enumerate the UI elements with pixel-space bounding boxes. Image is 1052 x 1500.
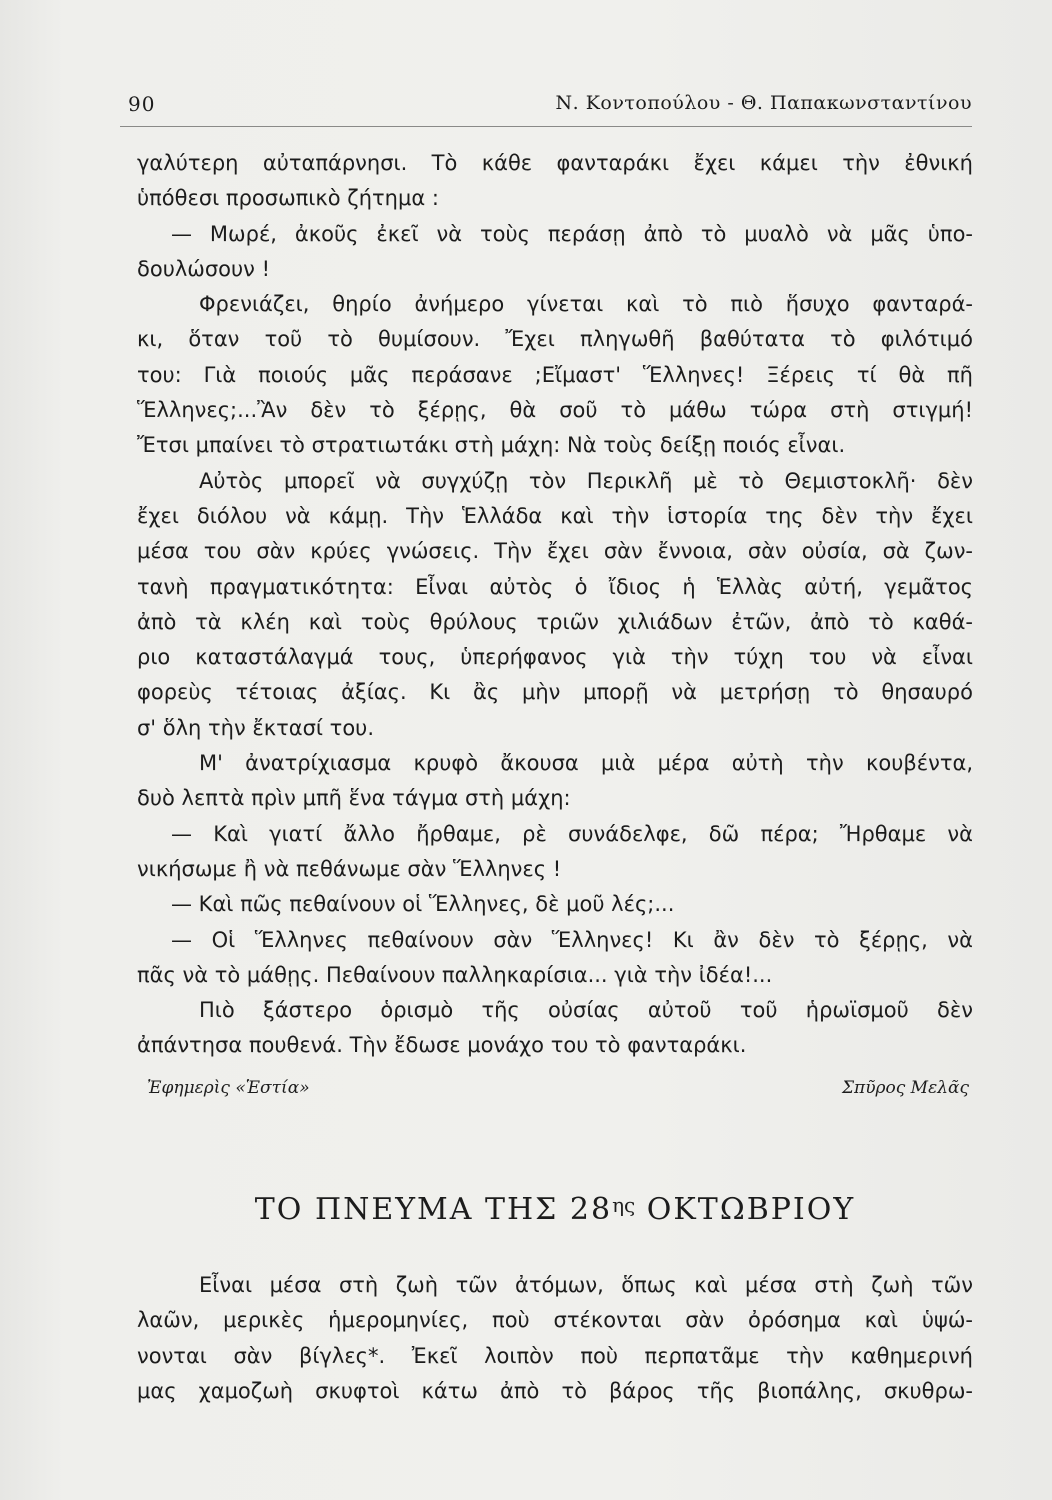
text-line: του: Γιὰ ποιούς μᾶς περάσανε ;Εἴμαστ' Ἕλληνες! Ξέρεις τί θὰ πῆ — [137, 362, 973, 387]
header-rule — [120, 126, 972, 127]
text-line: πᾶς νὰ τὸ μάθῃς. Πεθαίνουν παλληκαρίσια... γιὰ τὴν ἰδέα!... — [137, 962, 773, 987]
text-line: δυὸ λεπτὰ πρὶν μπῆ ἕνα τάγμα στὴ μάχη: — [137, 786, 571, 811]
text-line: φορεὺς τέτοιας ἀξίας. Κι ἂς μὴν μπορῇ νὰ μετρήσῃ τὸ θησαυρό — [137, 680, 973, 705]
paragraph-start: Φρενιάζει, θηρίο ἀνήμερο γίνεται καὶ τὸ πιὸ ἥσυχο φανταρά- — [199, 292, 973, 317]
text-line: νικήσωμε ἢ νὰ πεθάνωμε σὰν Ἕλληνες ! — [137, 856, 562, 881]
attribution — [137, 1078, 973, 1110]
text-line: ἀπάντησα πουθενά. Τὴν ἔδωσε μονάχο του τὸ φανταράκι. — [137, 1033, 747, 1058]
dialogue-line: — Οἱ Ἕλληνες πεθαίνουν σὰν Ἕλληνες! Κι ἂν δὲν τὸ ξέρῃς, νὰ — [171, 927, 973, 952]
paragraph-start: Αὐτὸς μπορεῖ νὰ συγχύζῃ τὸν Περικλῆ μὲ τὸ Θεμιστοκλῆ· δὲν — [199, 468, 973, 493]
text-line: Ἕλληνες;...Ἂν δὲν τὸ ξέρῃς, θὰ σοῦ τὸ μάθω τώρα στὴ στιγμή! — [137, 398, 973, 423]
section-title-suffix: ης — [612, 1193, 636, 1217]
page-number: 90 — [128, 92, 156, 116]
text-line: ἀπὸ τὰ κλέη καὶ τοὺς θρύλους τριῶν χιλιάδων ἐτῶν, ἀπὸ τὸ καθά- — [137, 609, 973, 634]
text-line: δουλώσουν ! — [137, 256, 270, 281]
running-head: Ν. Κοντοπούλου - Θ. Παπακωνσταντίνου — [555, 92, 972, 114]
text-line: ὑπόθεσι προσωπικὸ ζήτημα : — [137, 186, 439, 211]
section-title-main: ΤΟ ΠΝΕΥΜΑ ΤΗΣ 28 — [254, 1192, 613, 1227]
dialogue-line: — Μωρέ, ἀκοῦς ἐκεῖ νὰ τοὺς περάσῃ ἀπὸ τὸ μυαλὸ νὰ μᾶς ὑπο- — [171, 221, 973, 246]
author-name: Σπῦρος Μελᾶς — [842, 1078, 969, 1098]
page-header — [120, 92, 972, 122]
text-line: τανὴ πραγματικότητα: Εἶναι αὐτὸς ὁ ἴδιος ἡ Ἑλλὰς αὐτή, γεμᾶτος — [137, 574, 973, 599]
dialogue-line: — Καὶ πῶς πεθαίνουν οἱ Ἕλληνες, δὲ μοῦ λές;... — [171, 892, 675, 917]
text-line: μας χαμοζωὴ σκυφτοὶ κάτω ἀπὸ τὸ βάρος τῆς βιοπάλης, σκυθρω- — [137, 1378, 973, 1403]
text-line: σ' ὅλη τὴν ἔκτασί του. — [137, 715, 374, 740]
article-body — [137, 146, 973, 1064]
section-title-tail: ΟΚΤΩΒΡΙΟΥ — [635, 1192, 856, 1227]
source-citation: Ἐφημερὶς «Ἑστία» — [147, 1078, 310, 1098]
text-line: ριο καταστάλαγμά τους, ὑπερήφανος γιὰ τὴν τύχη του νὰ εἶναι — [137, 645, 973, 670]
text-line: λαῶν, μερικὲς ἡμερομηνίες, ποὺ στέκονται σὰν ὀρόσημα καὶ ὑψώ- — [137, 1308, 973, 1333]
section-title — [137, 1192, 973, 1227]
text-line: κι, ὅταν τοῦ τὸ θυμίσουν. Ἔχει πληγωθῆ βαθύτατα τὸ φιλότιμό — [137, 327, 973, 352]
text-line: γαλύτερη αὐταπάρνησι. Τὸ κάθε φανταράκι ἔχει κάμει τὴν ἐθνική — [137, 151, 973, 175]
text-line: Ἔτσι μπαίνει τὸ στρατιωτάκι στὴ μάχη: Νὰ τοὺς δείξῃ ποιός εἶναι. — [137, 433, 846, 458]
paragraph-start: Πιὸ ξάστερο ὁρισμὸ τῆς οὐσίας αὐτοῦ τοῦ ἡρωϊσμοῦ δὲν — [199, 998, 973, 1023]
paragraph-start: Εἶναι μέσα στὴ ζωὴ τῶν ἀτόμων, ὅπως καὶ μέσα στὴ ζωὴ τῶν — [199, 1273, 973, 1297]
text-line: μέσα του σὰν κρύες γνώσεις. Τὴν ἔχει σὰν ἔννοια, σὰν οὐσία, σὰ ζων- — [137, 539, 973, 564]
paragraph-start: Μ' ἀνατρίχιασμα κρυφὸ ἄκουσα μιὰ μέρα αὐτὴ τὴν κουβέντα, — [199, 751, 973, 776]
section-body — [137, 1268, 973, 1409]
text-line: ἔχει διόλου νὰ κάμῃ. Τὴν Ἑλλάδα καὶ τὴν ἱστορία της δὲν τὴν ἔχει — [137, 503, 973, 528]
text-line: νονται σὰν βίγλες*. Ἐκεῖ λοιπὸν ποὺ περπατᾶμε τὴν καθημερινή — [137, 1343, 973, 1368]
dialogue-line: — Καὶ γιατί ἄλλο ἤρθαμε, ρὲ συνάδελφε, δῶ πέρα; Ἤρθαμε νὰ — [171, 821, 973, 846]
